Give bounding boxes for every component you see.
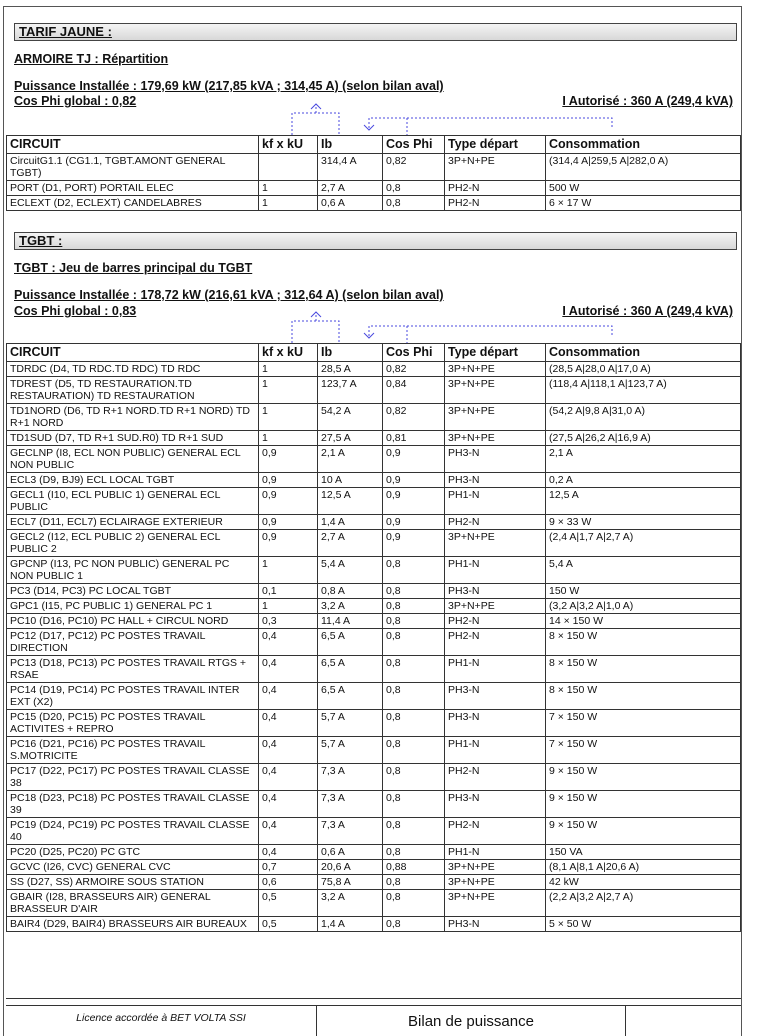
cell-ib: 7,3 A [318, 791, 383, 818]
cell-consommation: 8 × 150 W [546, 683, 741, 710]
cell-ib: 54,2 A [318, 404, 383, 431]
cell-ib: 7,3 A [318, 764, 383, 791]
cell-type-depart: PH1-N [445, 845, 546, 860]
cell-kf-ku [259, 154, 318, 181]
cell-ib: 27,5 A [318, 431, 383, 446]
cell-kf-ku: 1 [259, 362, 318, 377]
cell-cos-phi: 0,9 [383, 488, 445, 515]
document-footer [6, 1005, 741, 1036]
cell-type-depart: PH1-N [445, 656, 546, 683]
cell-cos-phi: 0,8 [383, 557, 445, 584]
cell-ib: 3,2 A [318, 599, 383, 614]
table-row [7, 446, 741, 473]
cell-consommation: 500 W [546, 181, 741, 196]
cell-consommation: 12,5 A [546, 488, 741, 515]
cell-consommation: 8 × 150 W [546, 629, 741, 656]
cell-kf-ku: 0,3 [259, 614, 318, 629]
cell-kf-ku: 0,4 [259, 791, 318, 818]
cell-consommation: 5 × 50 W [546, 917, 741, 932]
cell-cos-phi: 0,82 [383, 154, 445, 181]
cell-ib: 123,7 A [318, 377, 383, 404]
table-row [7, 557, 741, 584]
cell-kf-ku: 0,4 [259, 845, 318, 860]
link-arrows-diagram [4, 103, 743, 135]
circuit-table-tarif-jaune [6, 135, 741, 211]
cell-circuit: ECL7 (D11, ECL7) ECLAIRAGE EXTERIEUR [7, 515, 259, 530]
cell-type-depart: PH1-N [445, 488, 546, 515]
cell-kf-ku: 0,9 [259, 473, 318, 488]
cell-kf-ku: 1 [259, 557, 318, 584]
cell-type-depart: PH3-N [445, 710, 546, 737]
footer-title: Bilan de puissance [316, 1006, 626, 1036]
table-row [7, 488, 741, 515]
col-kf-ku: kf x kU [259, 344, 318, 362]
cell-cos-phi: 0,8 [383, 683, 445, 710]
cell-cos-phi: 0,8 [383, 818, 445, 845]
cell-consommation: (118,4 A|118,1 A|123,7 A) [546, 377, 741, 404]
cell-ib: 0,6 A [318, 845, 383, 860]
cell-ib: 3,2 A [318, 890, 383, 917]
cell-cos-phi: 0,8 [383, 584, 445, 599]
cell-cos-phi: 0,8 [383, 599, 445, 614]
cell-type-depart: 3P+N+PE [445, 875, 546, 890]
cell-circuit: ECL3 (D9, BJ9) ECL LOCAL TGBT [7, 473, 259, 488]
cell-ib: 2,7 A [318, 181, 383, 196]
cell-circuit: PORT (D1, PORT) PORTAIL ELEC [7, 181, 259, 196]
cell-type-depart: 3P+N+PE [445, 404, 546, 431]
cell-cos-phi: 0,9 [383, 515, 445, 530]
cell-cos-phi: 0,8 [383, 875, 445, 890]
cell-ib: 6,5 A [318, 683, 383, 710]
table-body [7, 362, 741, 932]
table-row [7, 196, 741, 211]
cell-kf-ku: 0,5 [259, 917, 318, 932]
cell-consommation: 150 VA [546, 845, 741, 860]
cell-type-depart: 3P+N+PE [445, 154, 546, 181]
cell-consommation: 9 × 150 W [546, 764, 741, 791]
cell-kf-ku: 0,9 [259, 515, 318, 530]
table-body [7, 154, 741, 211]
col-circuit: CIRCUIT [7, 136, 259, 154]
cell-circuit: PC18 (D23, PC18) PC POSTES TRAVAIL CLASSE 39 [7, 791, 259, 818]
cell-circuit: PC15 (D20, PC15) PC POSTES TRAVAIL ACTIVITES + REPRO [7, 710, 259, 737]
table-row [7, 791, 741, 818]
cell-circuit: PC19 (D24, PC19) PC POSTES TRAVAIL CLASSE 40 [7, 818, 259, 845]
cell-type-depart: 3P+N+PE [445, 890, 546, 917]
cell-kf-ku: 1 [259, 599, 318, 614]
cell-ib: 2,1 A [318, 446, 383, 473]
cell-circuit: PC3 (D14, PC3) PC LOCAL TGBT [7, 584, 259, 599]
cell-ib: 0,6 A [318, 196, 383, 211]
cell-kf-ku: 0,9 [259, 446, 318, 473]
cell-circuit: TD1NORD (D6, TD R+1 NORD.TD R+1 NORD) TD R+1 NORD [7, 404, 259, 431]
cell-type-depart: PH2-N [445, 764, 546, 791]
cell-consommation: 9 × 150 W [546, 791, 741, 818]
cell-ib: 1,4 A [318, 917, 383, 932]
cell-ib: 5,4 A [318, 557, 383, 584]
table-row [7, 818, 741, 845]
cell-cos-phi: 0,9 [383, 473, 445, 488]
cell-cos-phi: 0,8 [383, 656, 445, 683]
cell-circuit: PC17 (D22, PC17) PC POSTES TRAVAIL CLASSE 38 [7, 764, 259, 791]
table-row [7, 629, 741, 656]
cell-cos-phi: 0,9 [383, 446, 445, 473]
table-row [7, 431, 741, 446]
cell-circuit: TD1SUD (D7, TD R+1 SUD.R0) TD R+1 SUD [7, 431, 259, 446]
cell-ib: 5,7 A [318, 710, 383, 737]
cell-kf-ku: 0,4 [259, 656, 318, 683]
table-row [7, 860, 741, 875]
circuit-table-tgbt [6, 343, 741, 932]
cell-cos-phi: 0,88 [383, 860, 445, 875]
cell-type-depart: PH2-N [445, 629, 546, 656]
cell-type-depart: 3P+N+PE [445, 599, 546, 614]
table-row [7, 362, 741, 377]
cell-cos-phi: 0,8 [383, 196, 445, 211]
table-row [7, 764, 741, 791]
cell-cos-phi: 0,8 [383, 629, 445, 656]
cell-circuit: GBAIR (I28, BRASSEURS AIR) GENERAL BRASSEUR D'AIR [7, 890, 259, 917]
cell-consommation: 150 W [546, 584, 741, 599]
cell-kf-ku: 0,4 [259, 683, 318, 710]
col-circuit: CIRCUIT [7, 344, 259, 362]
table-header-row [7, 136, 741, 154]
cell-type-depart: PH3-N [445, 584, 546, 599]
cell-kf-ku: 0,4 [259, 764, 318, 791]
cell-circuit: PC14 (D19, PC14) PC POSTES TRAVAIL INTER EXT (X2) [7, 683, 259, 710]
cell-circuit: TDREST (D5, TD RESTAURATION.TD RESTAURATION) TD RESTAURATION [7, 377, 259, 404]
cell-cos-phi: 0,84 [383, 377, 445, 404]
cell-cos-phi: 0,81 [383, 431, 445, 446]
cell-type-depart: 3P+N+PE [445, 860, 546, 875]
cell-circuit: BAIR4 (D29, BAIR4) BRASSEURS AIR BUREAUX [7, 917, 259, 932]
cell-consommation: (27,5 A|26,2 A|16,9 A) [546, 431, 741, 446]
cell-consommation: (314,4 A|259,5 A|282,0 A) [546, 154, 741, 181]
col-type-depart: Type départ [445, 344, 546, 362]
cell-kf-ku: 0,5 [259, 890, 318, 917]
table-row [7, 530, 741, 557]
cell-cos-phi: 0,9 [383, 530, 445, 557]
table-row [7, 890, 741, 917]
licence-text: Licence accordée à BET VOLTA SSI [76, 1012, 246, 1024]
cell-type-depart: PH1-N [445, 557, 546, 584]
table-row [7, 154, 741, 181]
cell-type-depart: PH3-N [445, 473, 546, 488]
cell-kf-ku: 0,1 [259, 584, 318, 599]
cell-consommation: (28,5 A|28,0 A|17,0 A) [546, 362, 741, 377]
cell-circuit: TDRDC (D4, TD RDC.TD RDC) TD RDC [7, 362, 259, 377]
cell-cos-phi: 0,8 [383, 845, 445, 860]
table-row [7, 845, 741, 860]
cell-ib: 6,5 A [318, 656, 383, 683]
col-cos-phi: Cos Phi [383, 136, 445, 154]
cell-cos-phi: 0,8 [383, 890, 445, 917]
cell-ib: 75,8 A [318, 875, 383, 890]
table-row [7, 404, 741, 431]
cell-kf-ku: 0,9 [259, 530, 318, 557]
col-kf-ku: kf x kU [259, 136, 318, 154]
table-row [7, 737, 741, 764]
cell-consommation: 7 × 150 W [546, 737, 741, 764]
cell-kf-ku: 0,4 [259, 737, 318, 764]
cell-type-depart: PH1-N [445, 737, 546, 764]
col-ib: Ib [318, 136, 383, 154]
link-arrows-diagram [4, 311, 743, 343]
cell-circuit: PC20 (D25, PC20) PC GTC [7, 845, 259, 860]
cell-circuit: PC16 (D21, PC16) PC POSTES TRAVAIL S.MOTRICITE [7, 737, 259, 764]
table-row [7, 599, 741, 614]
cell-ib: 10 A [318, 473, 383, 488]
section-title: TARIF JAUNE : [19, 24, 112, 39]
cell-circuit: SS (D27, SS) ARMOIRE SOUS STATION [7, 875, 259, 890]
cell-type-depart: 3P+N+PE [445, 362, 546, 377]
cell-consommation: 0,2 A [546, 473, 741, 488]
table-row [7, 683, 741, 710]
cell-consommation: 7 × 150 W [546, 710, 741, 737]
cell-type-depart: PH2-N [445, 181, 546, 196]
cell-kf-ku: 0,4 [259, 629, 318, 656]
table-row [7, 614, 741, 629]
cell-kf-ku: 1 [259, 196, 318, 211]
cell-ib: 20,6 A [318, 860, 383, 875]
table-row [7, 473, 741, 488]
cell-ib: 12,5 A [318, 488, 383, 515]
table-row [7, 917, 741, 932]
cell-circuit: GECL2 (I12, ECL PUBLIC 2) GENERAL ECL PUBLIC 2 [7, 530, 259, 557]
col-type-depart: Type départ [445, 136, 546, 154]
document-page [3, 6, 742, 1036]
table-row [7, 710, 741, 737]
cell-type-depart: 3P+N+PE [445, 530, 546, 557]
cell-type-depart: PH2-N [445, 614, 546, 629]
cell-type-depart: 3P+N+PE [445, 431, 546, 446]
cell-type-depart: PH2-N [445, 196, 546, 211]
cell-consommation: 42 kW [546, 875, 741, 890]
section-header-tarif-jaune [14, 23, 737, 41]
cell-circuit: GECL1 (I10, ECL PUBLIC 1) GENERAL ECL PUBLIC [7, 488, 259, 515]
armoire-subtitle: ARMOIRE TJ : Répartition [14, 52, 169, 66]
section-title: TGBT : [19, 233, 63, 248]
cell-type-depart: 3P+N+PE [445, 377, 546, 404]
cell-consommation: 5,4 A [546, 557, 741, 584]
cell-consommation: 9 × 150 W [546, 818, 741, 845]
cell-cos-phi: 0,8 [383, 181, 445, 196]
cell-cos-phi: 0,82 [383, 362, 445, 377]
table-row [7, 656, 741, 683]
cell-cos-phi: 0,8 [383, 764, 445, 791]
puissance-installee: Puissance Installée : 179,69 kW (217,85 kVA ; 314,45 A) (selon bilan aval) [14, 79, 444, 93]
cell-ib: 5,7 A [318, 737, 383, 764]
table-row [7, 181, 741, 196]
cell-circuit: PC10 (D16, PC10) PC HALL + CIRCUL NORD [7, 614, 259, 629]
cell-circuit: GPCNP (I13, PC NON PUBLIC) GENERAL PC NON PUBLIC 1 [7, 557, 259, 584]
cell-consommation: 14 × 150 W [546, 614, 741, 629]
cell-ib: 1,4 A [318, 515, 383, 530]
cell-consommation: 8 × 150 W [546, 656, 741, 683]
cell-kf-ku: 1 [259, 377, 318, 404]
cell-ib: 7,3 A [318, 818, 383, 845]
cell-consommation: (3,2 A|3,2 A|1,0 A) [546, 599, 741, 614]
cell-ib: 11,4 A [318, 614, 383, 629]
table-row [7, 875, 741, 890]
cell-consommation: (8,1 A|8,1 A|20,6 A) [546, 860, 741, 875]
cell-cos-phi: 0,82 [383, 404, 445, 431]
table-row [7, 584, 741, 599]
cell-circuit: GECLNP (I8, ECL NON PUBLIC) GENERAL ECL NON PUBLIC [7, 446, 259, 473]
cell-type-depart: PH2-N [445, 515, 546, 530]
col-ib: Ib [318, 344, 383, 362]
cell-consommation: 9 × 33 W [546, 515, 741, 530]
section-header-tgbt [14, 232, 737, 250]
table-row [7, 377, 741, 404]
cell-cos-phi: 0,8 [383, 737, 445, 764]
cell-kf-ku: 0,4 [259, 818, 318, 845]
cell-kf-ku: 0,9 [259, 488, 318, 515]
col-consommation: Consommation [546, 344, 741, 362]
cell-ib: 28,5 A [318, 362, 383, 377]
cell-circuit: PC12 (D17, PC12) PC POSTES TRAVAIL DIRECTION [7, 629, 259, 656]
cell-ib: 0,8 A [318, 584, 383, 599]
cos-phi-global: Cos Phi global : 0,82 [14, 94, 137, 108]
cell-circuit: CircuitG1.1 (CG1.1, TGBT.AMONT GENERAL TGBT) [7, 154, 259, 181]
cell-kf-ku: 0,7 [259, 860, 318, 875]
cell-consommation: (2,2 A|3,2 A|2,7 A) [546, 890, 741, 917]
cell-kf-ku: 0,4 [259, 710, 318, 737]
cell-type-depart: PH3-N [445, 683, 546, 710]
cell-ib: 2,7 A [318, 530, 383, 557]
cell-kf-ku: 1 [259, 431, 318, 446]
cell-type-depart: PH3-N [445, 791, 546, 818]
cell-type-depart: PH3-N [445, 446, 546, 473]
tgbt-subtitle: TGBT : Jeu de barres principal du TGBT [14, 261, 253, 275]
col-consommation: Consommation [546, 136, 741, 154]
cell-circuit: GCVC (I26, CVC) GENERAL CVC [7, 860, 259, 875]
cell-kf-ku: 0,6 [259, 875, 318, 890]
cos-phi-global: Cos Phi global : 0,83 [14, 304, 137, 318]
cell-cos-phi: 0,8 [383, 917, 445, 932]
puissance-installee: Puissance Installée : 178,72 kW (216,61 kVA ; 312,64 A) (selon bilan aval) [14, 288, 444, 302]
table-row [7, 515, 741, 530]
cell-consommation: (54,2 A|9,8 A|31,0 A) [546, 404, 741, 431]
cell-kf-ku: 1 [259, 404, 318, 431]
cell-kf-ku: 1 [259, 181, 318, 196]
cell-consommation: 6 × 17 W [546, 196, 741, 211]
cell-type-depart: PH3-N [445, 917, 546, 932]
cell-consommation: (2,4 A|1,7 A|2,7 A) [546, 530, 741, 557]
cell-cos-phi: 0,8 [383, 614, 445, 629]
table-header-row [7, 344, 741, 362]
cell-ib: 314,4 A [318, 154, 383, 181]
cell-consommation: 2,1 A [546, 446, 741, 473]
cell-circuit: ECLEXT (D2, ECLEXT) CANDELABRES [7, 196, 259, 211]
cell-circuit: PC13 (D18, PC13) PC POSTES TRAVAIL RTGS + RSAE [7, 656, 259, 683]
i-autorise: I Autorisé : 360 A (249,4 kVA) [562, 304, 733, 318]
cell-cos-phi: 0,8 [383, 710, 445, 737]
i-autorise: I Autorisé : 360 A (249,4 kVA) [562, 94, 733, 108]
col-cos-phi: Cos Phi [383, 344, 445, 362]
cell-type-depart: PH2-N [445, 818, 546, 845]
cell-circuit: GPC1 (I15, PC PUBLIC 1) GENERAL PC 1 [7, 599, 259, 614]
cell-ib: 6,5 A [318, 629, 383, 656]
cell-cos-phi: 0,8 [383, 791, 445, 818]
